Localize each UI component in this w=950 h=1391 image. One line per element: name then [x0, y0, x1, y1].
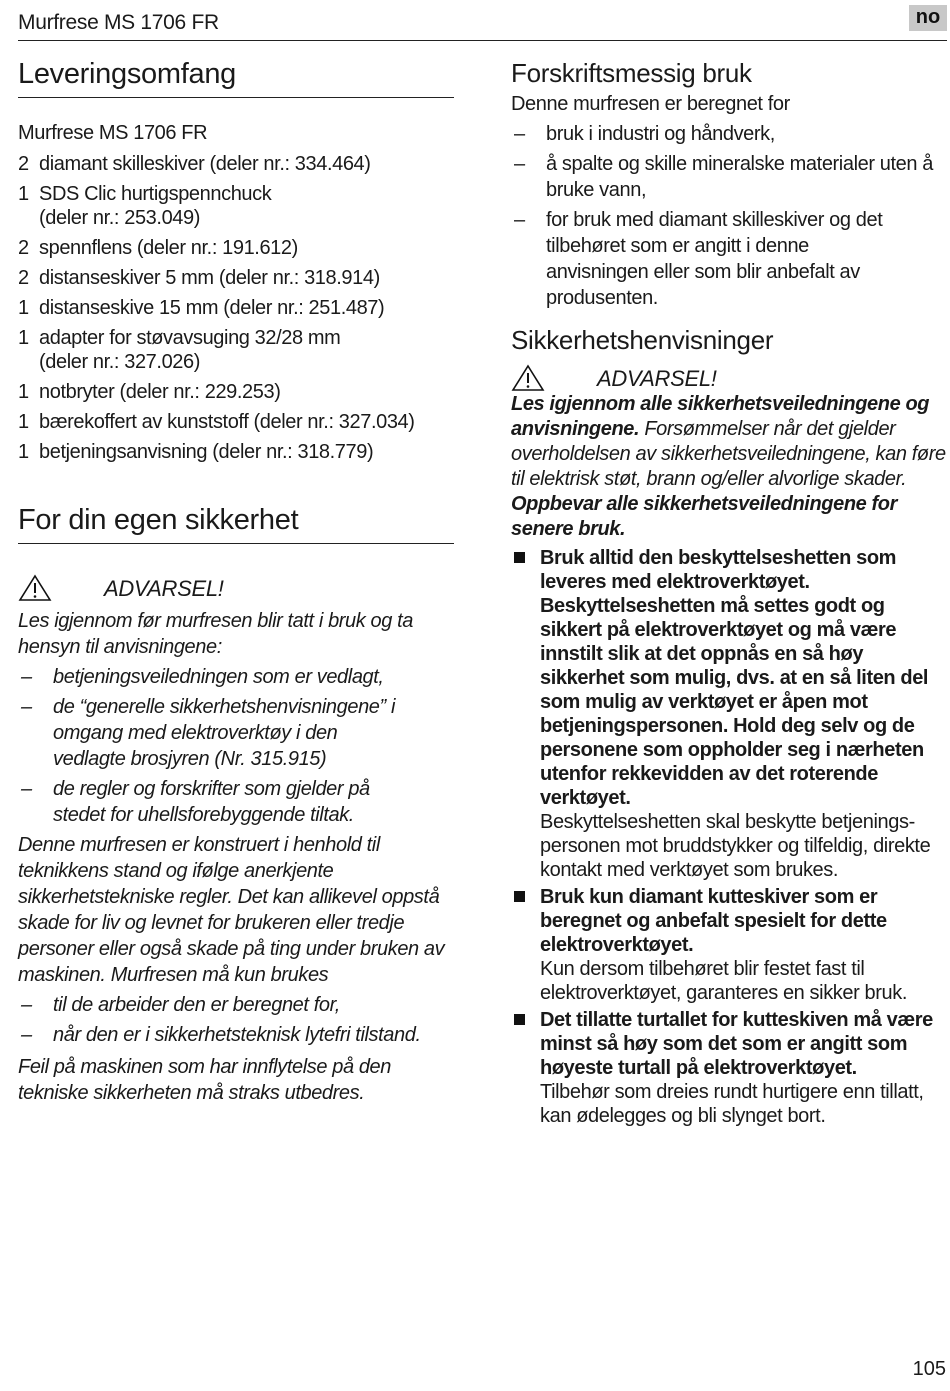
- safety-intro: Les igjennom før murfresen blir tatt i bruk og ta hensyn til anvisningene:: [18, 610, 414, 658]
- intended-use-list: [511, 121, 946, 311]
- page-header: [18, 0, 947, 41]
- list-item: – når den er i sikkerhetsteknisk lytefri tilstand.: [18, 1022, 454, 1048]
- safety-list: [18, 664, 454, 828]
- read-instructions-text: Les igjennom alle sikkerhetsveiledningene og anvisningene.: [511, 393, 930, 440]
- safety-notes-heading: Sikkerhetshenvisninger: [511, 325, 774, 355]
- delivery-product: Murfrese MS 1706 FR: [18, 122, 208, 144]
- consequence-text: Forsømmelser når det gjelder overholdelsen av sikkerhetsveiledningene, kan føre til elektrisk støt, brann og/eller alvorlige skader.: [511, 418, 946, 490]
- warning-triangle-icon: [18, 574, 52, 602]
- warning-label: ADVARSEL!: [104, 576, 224, 601]
- list-item: 1 distanseskive 15 mm (deler nr.: 251.487): [18, 297, 385, 319]
- list-item: – til de arbeider den er beregnet for,: [18, 992, 454, 1018]
- safety-closing: Feil på maskinen som har innflytelse på den tekniske sikkerheten må straks utbedres.: [18, 1056, 392, 1104]
- list-item: – å spalte og skille mineralske materialer uten å bruke vann,: [511, 151, 946, 203]
- list-item: 1 betjeningsanvisning (deler nr.: 318.779): [18, 441, 374, 463]
- list-item: Bruk alltid den beskyttelseshetten som leveres med elektroverktøyet. Beskyttelseshetten må settes godt og sikkert på elektroverktøyet og må være innstilt slik at det oppnås en så høy sikkerhet som mulig, dvs. at en så liten del som mulig av verktøyet er åpen mot betjeningspersonen. Hold deg selv og de personene som oppholder seg i nærheten utenfor rekkevidden av det roterende verktøyet. Beskyttelseshetten skal beskytte betjeningspersonen mot bruddstykker og tilfeldig, direkte kontakt med verktøyet som brukes.: [511, 546, 946, 882]
- list-item: 2 distanseskiver 5 mm (deler nr.: 318.914): [18, 267, 380, 289]
- usage-conditions-list: [18, 992, 454, 1048]
- warning-triangle-icon: [511, 364, 545, 392]
- warning-label: ADVARSEL!: [597, 366, 717, 391]
- bullet-square-icon: [514, 891, 525, 902]
- list-item: 2 diamant skilleskiver (deler nr.: 334.464): [18, 153, 371, 175]
- warning-row: [511, 364, 946, 392]
- bullet-square-icon: [514, 1014, 525, 1025]
- intended-use-heading: Forskriftsmessig bruk: [511, 58, 752, 88]
- list-item: 1 adapter for støvavsuging 32/28 mm (deler nr.: 327.026): [18, 327, 341, 373]
- delivery-heading: Leveringsomfang: [18, 58, 454, 98]
- safety-paragraph: Denne murfresen er konstruert i henhold til teknikkens stand og ifølge anerkjente sikkerhetstekniske regler. Det kan allikevel oppstå skade for liv og levnet for brukeren eller tredje personer eller også skade på ting under bruken av maskinen. Murfresen må kun brukes: [18, 834, 445, 986]
- list-item: – bruk i industri og håndverk,: [511, 121, 946, 147]
- safety-bullet-list: [511, 546, 946, 1128]
- list-item: Det tillatte turtallet for kutteskiven må være minst så høy som det som er angitt som høyeste turtall på elektroverktøyet. Tilbehør som dreies rundt hurtigere enn tillatt, kan ødelegges og bli slynget bort.: [511, 1008, 946, 1128]
- intended-use-intro: Denne murfresen er beregnet for: [511, 93, 790, 115]
- left-column: [18, 58, 454, 1106]
- safety-heading: For din egen sikkerhet: [18, 504, 454, 544]
- delivery-list: [18, 152, 454, 464]
- document-title: Murfrese MS 1706 FR: [18, 11, 219, 34]
- keep-instructions-text: Oppbevar alle sikkerhetsveiledningene for senere bruk.: [511, 493, 897, 540]
- list-item: – de regler og forskrifter som gjelder på stedet for uhellsforebyggende tiltak.: [18, 776, 423, 828]
- list-item: – betjeningsveiledningen som er vedlagt,: [18, 664, 454, 690]
- page-number: 105: [912, 1358, 946, 1380]
- list-item: – for bruk med diamant skilleskiver og det tilbehøret som er angitt i denne anvisningen eller som blir anbefalt av produsenten.: [511, 207, 906, 311]
- warning-row: [18, 574, 454, 602]
- list-item: 1 SDS Clic hurtigspennchuck (deler nr.: 253.049): [18, 183, 272, 229]
- list-item: Bruk kun diamant kutteskiver som er beregnet og anbefalt spesielt for dette elektroverktøyet. Kun dersom tilbehøret blir festet fast til elektroverktøyet, garanteres en sikker bruk.: [511, 885, 946, 1005]
- language-badge: no: [909, 5, 947, 31]
- safety-warning-paragraph: [511, 392, 946, 542]
- right-column: [511, 58, 946, 1131]
- bullet-square-icon: [514, 552, 525, 563]
- list-item: 1 bærekoffert av kunststoff (deler nr.: 327.034): [18, 411, 415, 433]
- list-item: 1 notbryter (deler nr.: 229.253): [18, 381, 281, 403]
- list-item: 2 spennflens (deler nr.: 191.612): [18, 237, 298, 259]
- list-item: – de “generelle sikkerhetshenvisningene” i omgang med elektroverktøy i den vedlagte brosjyren (Nr. 315.915): [18, 694, 413, 772]
